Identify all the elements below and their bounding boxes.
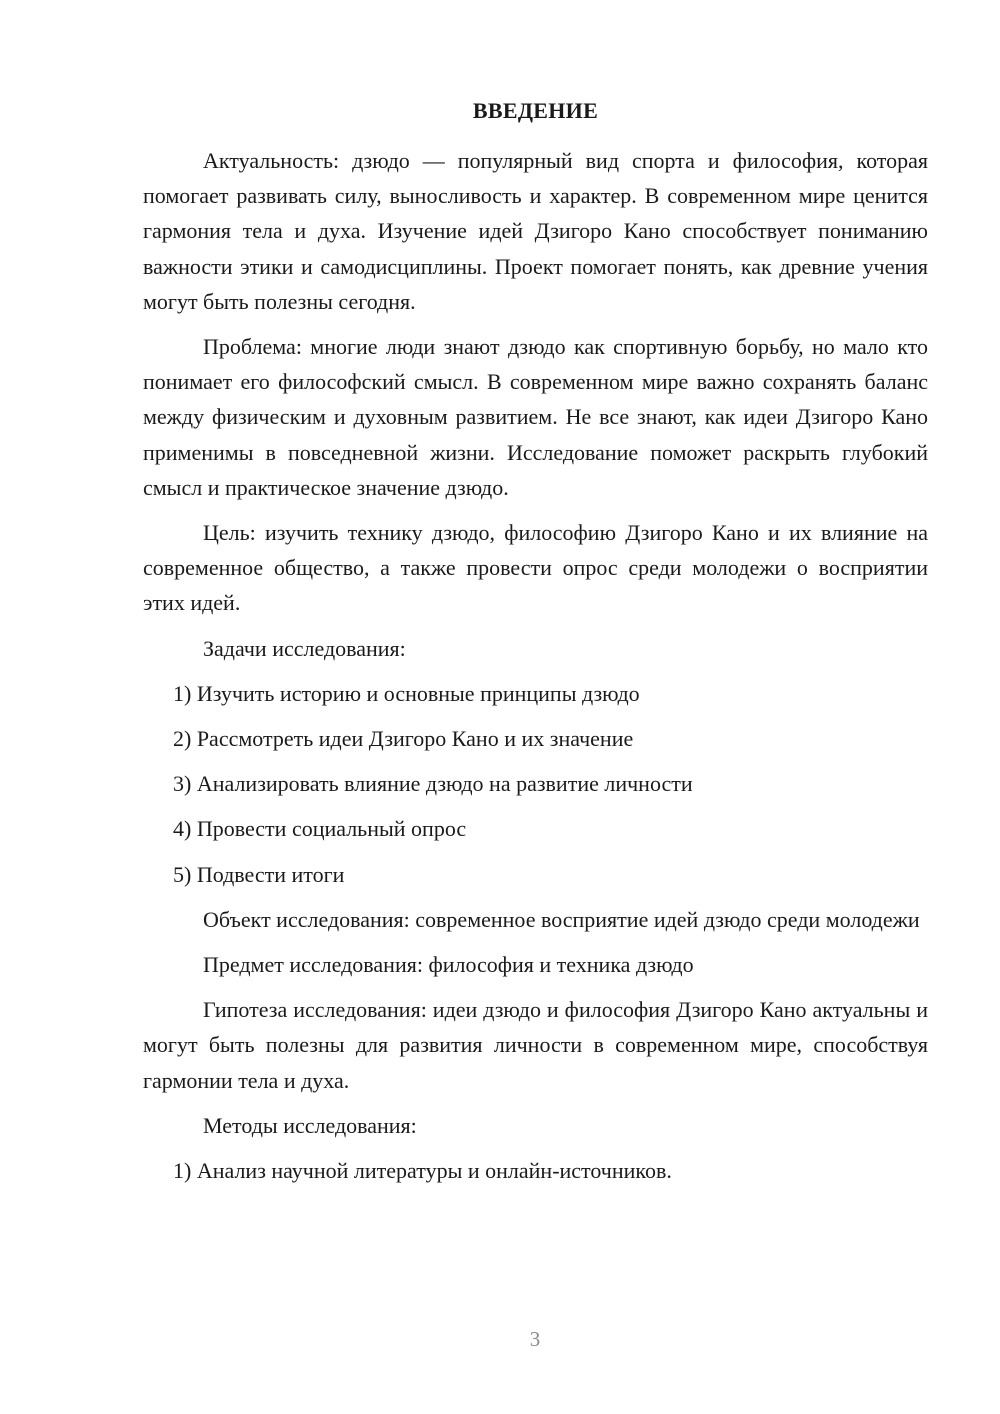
hypothesis-paragraph: Гипотеза исследования: идеи дзюдо и философия Дзигоро Кано актуальны и могут быть полезны для развития личности в современном мире, способствуя гармонии тела и духа.	[143, 997, 928, 1093]
page-body	[143, 143, 928, 1198]
list-item: 1) Анализ научной литературы и онлайн-источников.	[173, 1158, 672, 1184]
subject-paragraph: Предмет исследования: философия и техника дзюдо	[203, 952, 694, 978]
list-item: 2) Рассмотреть идеи Дзигоро Кано и их значение	[173, 726, 634, 752]
page-title: ВВЕДЕНИЕ	[472, 98, 599, 123]
problem-paragraph: Проблема: многие люди знают дзюдо как спортивную борьбу, но мало кто понимает его философский смысл. В современном мире важно сохранять баланс между физическим и духовным развитием. Не все знают, как идеи Дзигоро Кано применимы в повседневной жизни. Исследование поможет раскрыть глубокий смысл и практическое значение дзюдо.	[143, 334, 928, 500]
methods-list	[143, 1153, 928, 1188]
list-item: 5) Подвести итоги	[173, 861, 345, 887]
list-item: 1) Изучить историю и основные принципы дзюдо	[173, 680, 640, 706]
page-number: 3	[529, 1327, 541, 1351]
object-paragraph: Объект исследования: современное восприятие идей дзюдо среди молодежи	[203, 906, 920, 932]
goal-paragraph: Цель: изучить технику дзюдо, философию Дзигоро Кано и их влияние на современное общество, а также провести опрос среди молодежи о восприятии этих идей.	[143, 520, 928, 616]
list-item: 4) Провести социальный опрос	[173, 816, 467, 842]
methods-heading: Методы исследования:	[203, 1112, 417, 1138]
relevance-paragraph: Актуальность: дзюдо — популярный вид спорта и философия, которая помогает развивать силу, выносливость и характер. В современном мире ценится гармония тела и духа. Изучение идей Дзигоро Кано способствует пониманию важности этики и самодисциплины. Проект помогает понять, как древние учения могут быть полезны сегодня.	[143, 148, 928, 314]
list-item: 3) Анализировать влияние дзюдо на развитие личности	[173, 771, 693, 797]
tasks-heading: Задачи исследования:	[203, 635, 406, 661]
tasks-list	[143, 676, 928, 892]
